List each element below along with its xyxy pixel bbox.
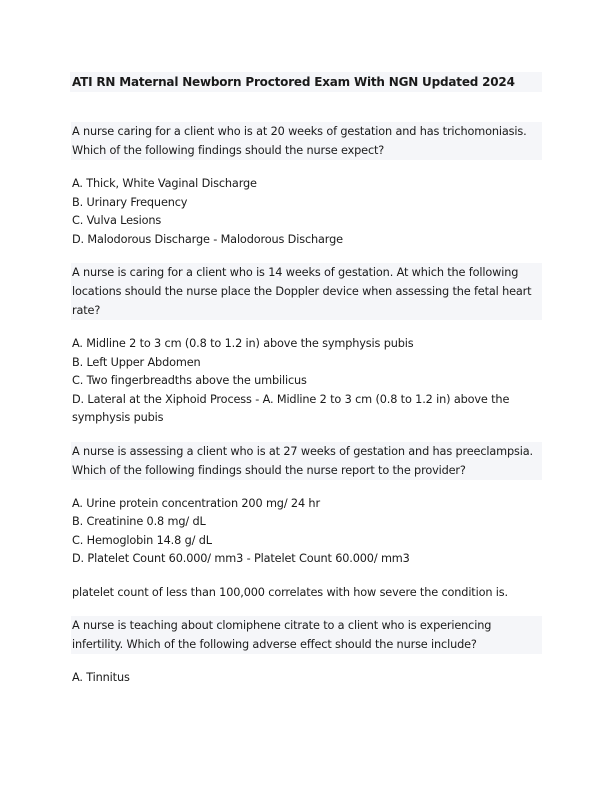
answer-option: A. Midline 2 to 3 cm (0.8 to 1.2 in) above the symphysis pubis [72, 337, 414, 350]
answer-option: A. Tinnitus [72, 670, 130, 684]
answer-option: C. Vulva Lesions [72, 214, 162, 227]
answer-option: D. Lateral at the Xiphoid Process - A. Midline 2 to 3 cm (0.8 to 1.2 in) above the symphysis pubis [72, 392, 510, 424]
answer-options [72, 175, 542, 249]
answer-options [72, 335, 542, 428]
question-4 [72, 616, 542, 688]
answer-option: B. Creatinine 0.8 mg/ dL [72, 515, 206, 528]
answer-options [72, 669, 542, 688]
question-2 [72, 263, 542, 428]
answer-option: B. Left Upper Abdomen [72, 355, 201, 369]
answer-option: C. Hemoglobin 14.8 g/ dL [72, 533, 212, 547]
answer-option: A. Urine protein concentration 200 mg/ 24 hr [72, 496, 320, 510]
question-3 [72, 442, 542, 602]
question-stem: A nurse is assessing a client who is at 27 weeks of gestation and has preeclampsia. Which of the following findings should the nurse report to the provider? [71, 442, 542, 480]
rationale-note: platelet count of less than 100,000 correlates with how severe the condition is. [72, 585, 508, 599]
question-1 [72, 122, 542, 249]
document-page [72, 72, 542, 687]
answer-options [72, 495, 542, 569]
document-title: ATI RN Maternal Newborn Proctored Exam With NGN Updated 2024 [70, 72, 542, 92]
answer-option: D. Malodorous Discharge - Malodorous Discharge [72, 232, 343, 246]
question-stem: A nurse is caring for a client who is 14 weeks of gestation. At which the following locations should the nurse place the Doppler device when assessing the fetal heart rate? [71, 263, 542, 320]
answer-option: D. Platelet Count 60.000/ mm3 - Platelet Count 60.000/ mm3 [72, 552, 410, 565]
answer-option: C. Two fingerbreadths above the umbilicus [72, 374, 307, 387]
answer-option: A. Thick, White Vaginal Discharge [72, 177, 257, 190]
question-stem: A nurse caring for a client who is at 20 weeks of gestation and has trichomoniasis. Which of the following findings should the nurse expect? [71, 122, 542, 160]
question-stem: A nurse is teaching about clomiphene citrate to a client who is experiencing infertility. Which of the following adverse effect should the nurse include? [71, 616, 542, 654]
answer-option: B. Urinary Frequency [72, 195, 188, 209]
